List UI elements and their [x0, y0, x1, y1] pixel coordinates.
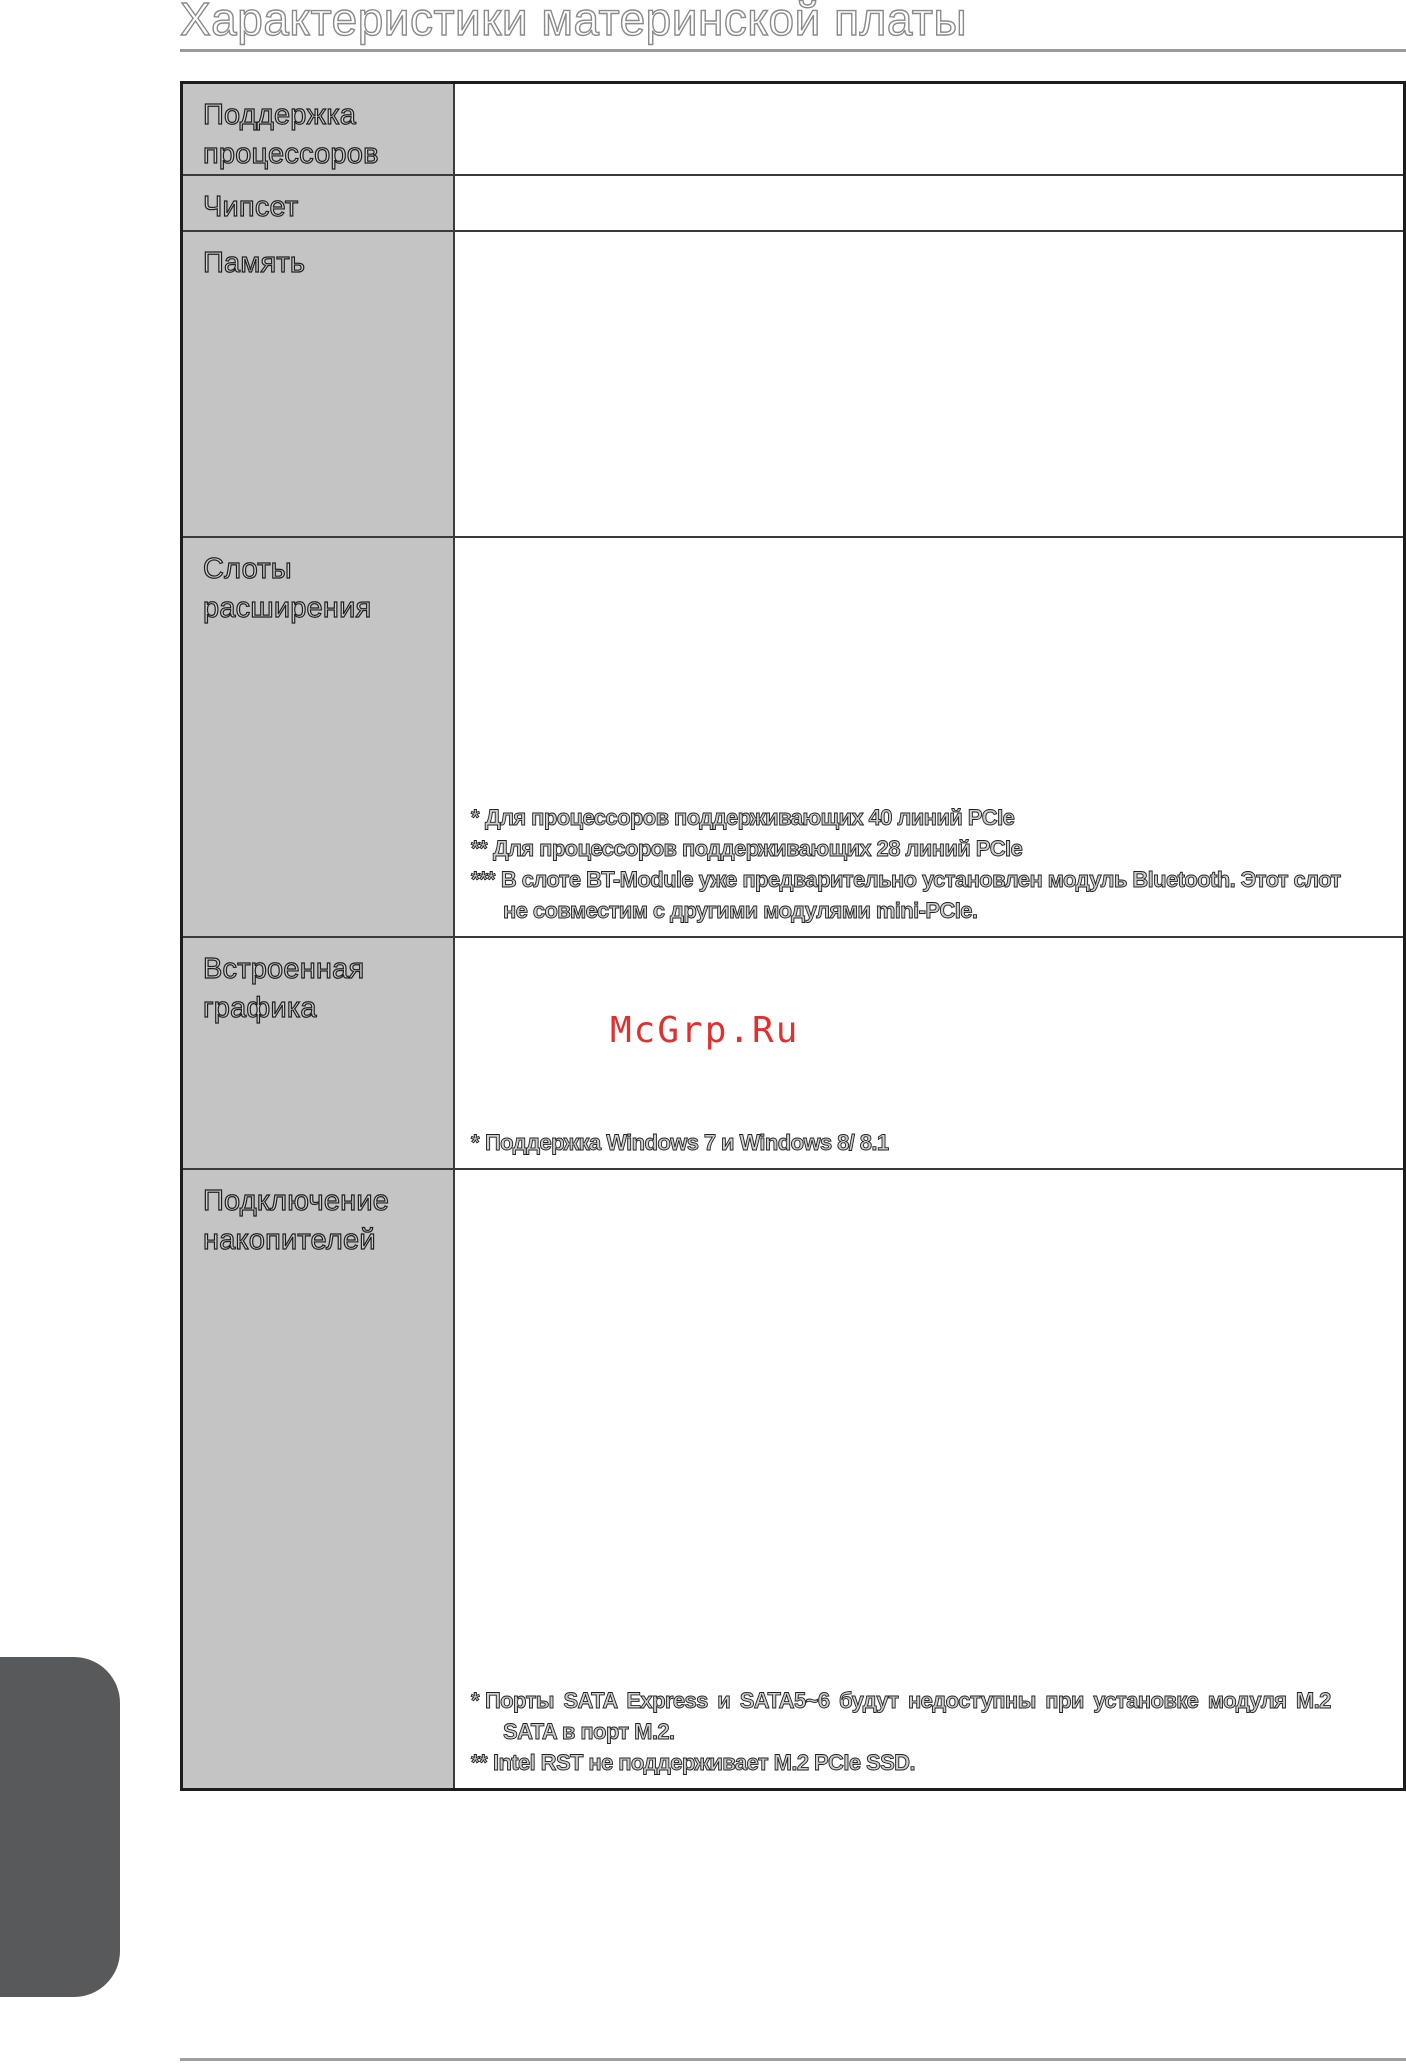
- spec-label-line: Встроенная: [203, 953, 365, 985]
- spec-label-cell: [182, 231, 455, 537]
- spec-label-line: накопителей: [203, 1224, 376, 1256]
- spec-label-cell: [182, 537, 455, 937]
- footer-divider: [180, 2058, 1406, 2061]
- title-divider: [180, 49, 1406, 52]
- spec-row-chipset: [182, 175, 1405, 231]
- spec-value-cell: [454, 175, 1405, 231]
- spec-label-line: Подключение: [203, 1185, 390, 1217]
- spec-label-line: графика: [203, 992, 317, 1024]
- footnotes: [455, 802, 1403, 926]
- side-tab: [0, 1657, 120, 1997]
- spec-label-line: Поддержка: [203, 99, 357, 131]
- watermark-text: McGrp.Ru: [610, 1010, 800, 1051]
- footnote-continuation: не совместим с другими модулями mini-PCIe.: [503, 898, 978, 923]
- footnote-continuation: SATA в порт M.2.: [503, 1718, 675, 1744]
- spec-label-cell: [182, 937, 455, 1169]
- spec-value-cell: [454, 537, 1405, 937]
- spec-value-cell: [454, 937, 1405, 1169]
- page-title: Характеристики материнской платы: [180, 0, 968, 45]
- spec-row-cpu: [182, 83, 1405, 176]
- spec-value-cell: [454, 231, 1405, 537]
- spec-row-integrated-graphics: [182, 937, 1405, 1169]
- spec-label-cell: [182, 83, 455, 176]
- spec-label-line: расширения: [203, 592, 372, 624]
- spec-label-cell: [182, 1169, 455, 1789]
- footnote: *** В слоте BT-Module уже предварительно установлен модуль Bluetooth. Этот слот: [471, 867, 1341, 892]
- spec-row-expansion-slots: [182, 537, 1405, 937]
- footnote: * Порты SATA Express и SATA5~6 будут недоступны при установке модуля M.2: [471, 1687, 1331, 1713]
- spec-label-line: Память: [203, 247, 306, 279]
- spec-label-cell: [182, 175, 455, 231]
- spec-label-line: Слоты: [203, 553, 292, 585]
- footnotes: [455, 1127, 1403, 1158]
- spec-row-storage: [182, 1169, 1405, 1789]
- footnotes: [455, 1685, 1403, 1778]
- spec-value-cell: [454, 83, 1405, 176]
- spec-label-line: Чипсет: [203, 191, 299, 223]
- spec-label-line: процессоров: [203, 138, 379, 170]
- spec-table: [180, 81, 1406, 1791]
- footnote: * Поддержка Windows 7 и Windows 8/ 8.1: [471, 1130, 889, 1155]
- footnote: ** Для процессоров поддерживающих 28 линий PCIe: [471, 836, 1023, 861]
- spec-value-cell: [454, 1169, 1405, 1789]
- spec-row-memory: [182, 231, 1405, 537]
- footnote: * Для процессоров поддерживающих 40 линий PCIe: [471, 805, 1015, 830]
- footnote: ** Intel RST не поддерживает M.2 PCIe SSD.: [471, 1749, 915, 1775]
